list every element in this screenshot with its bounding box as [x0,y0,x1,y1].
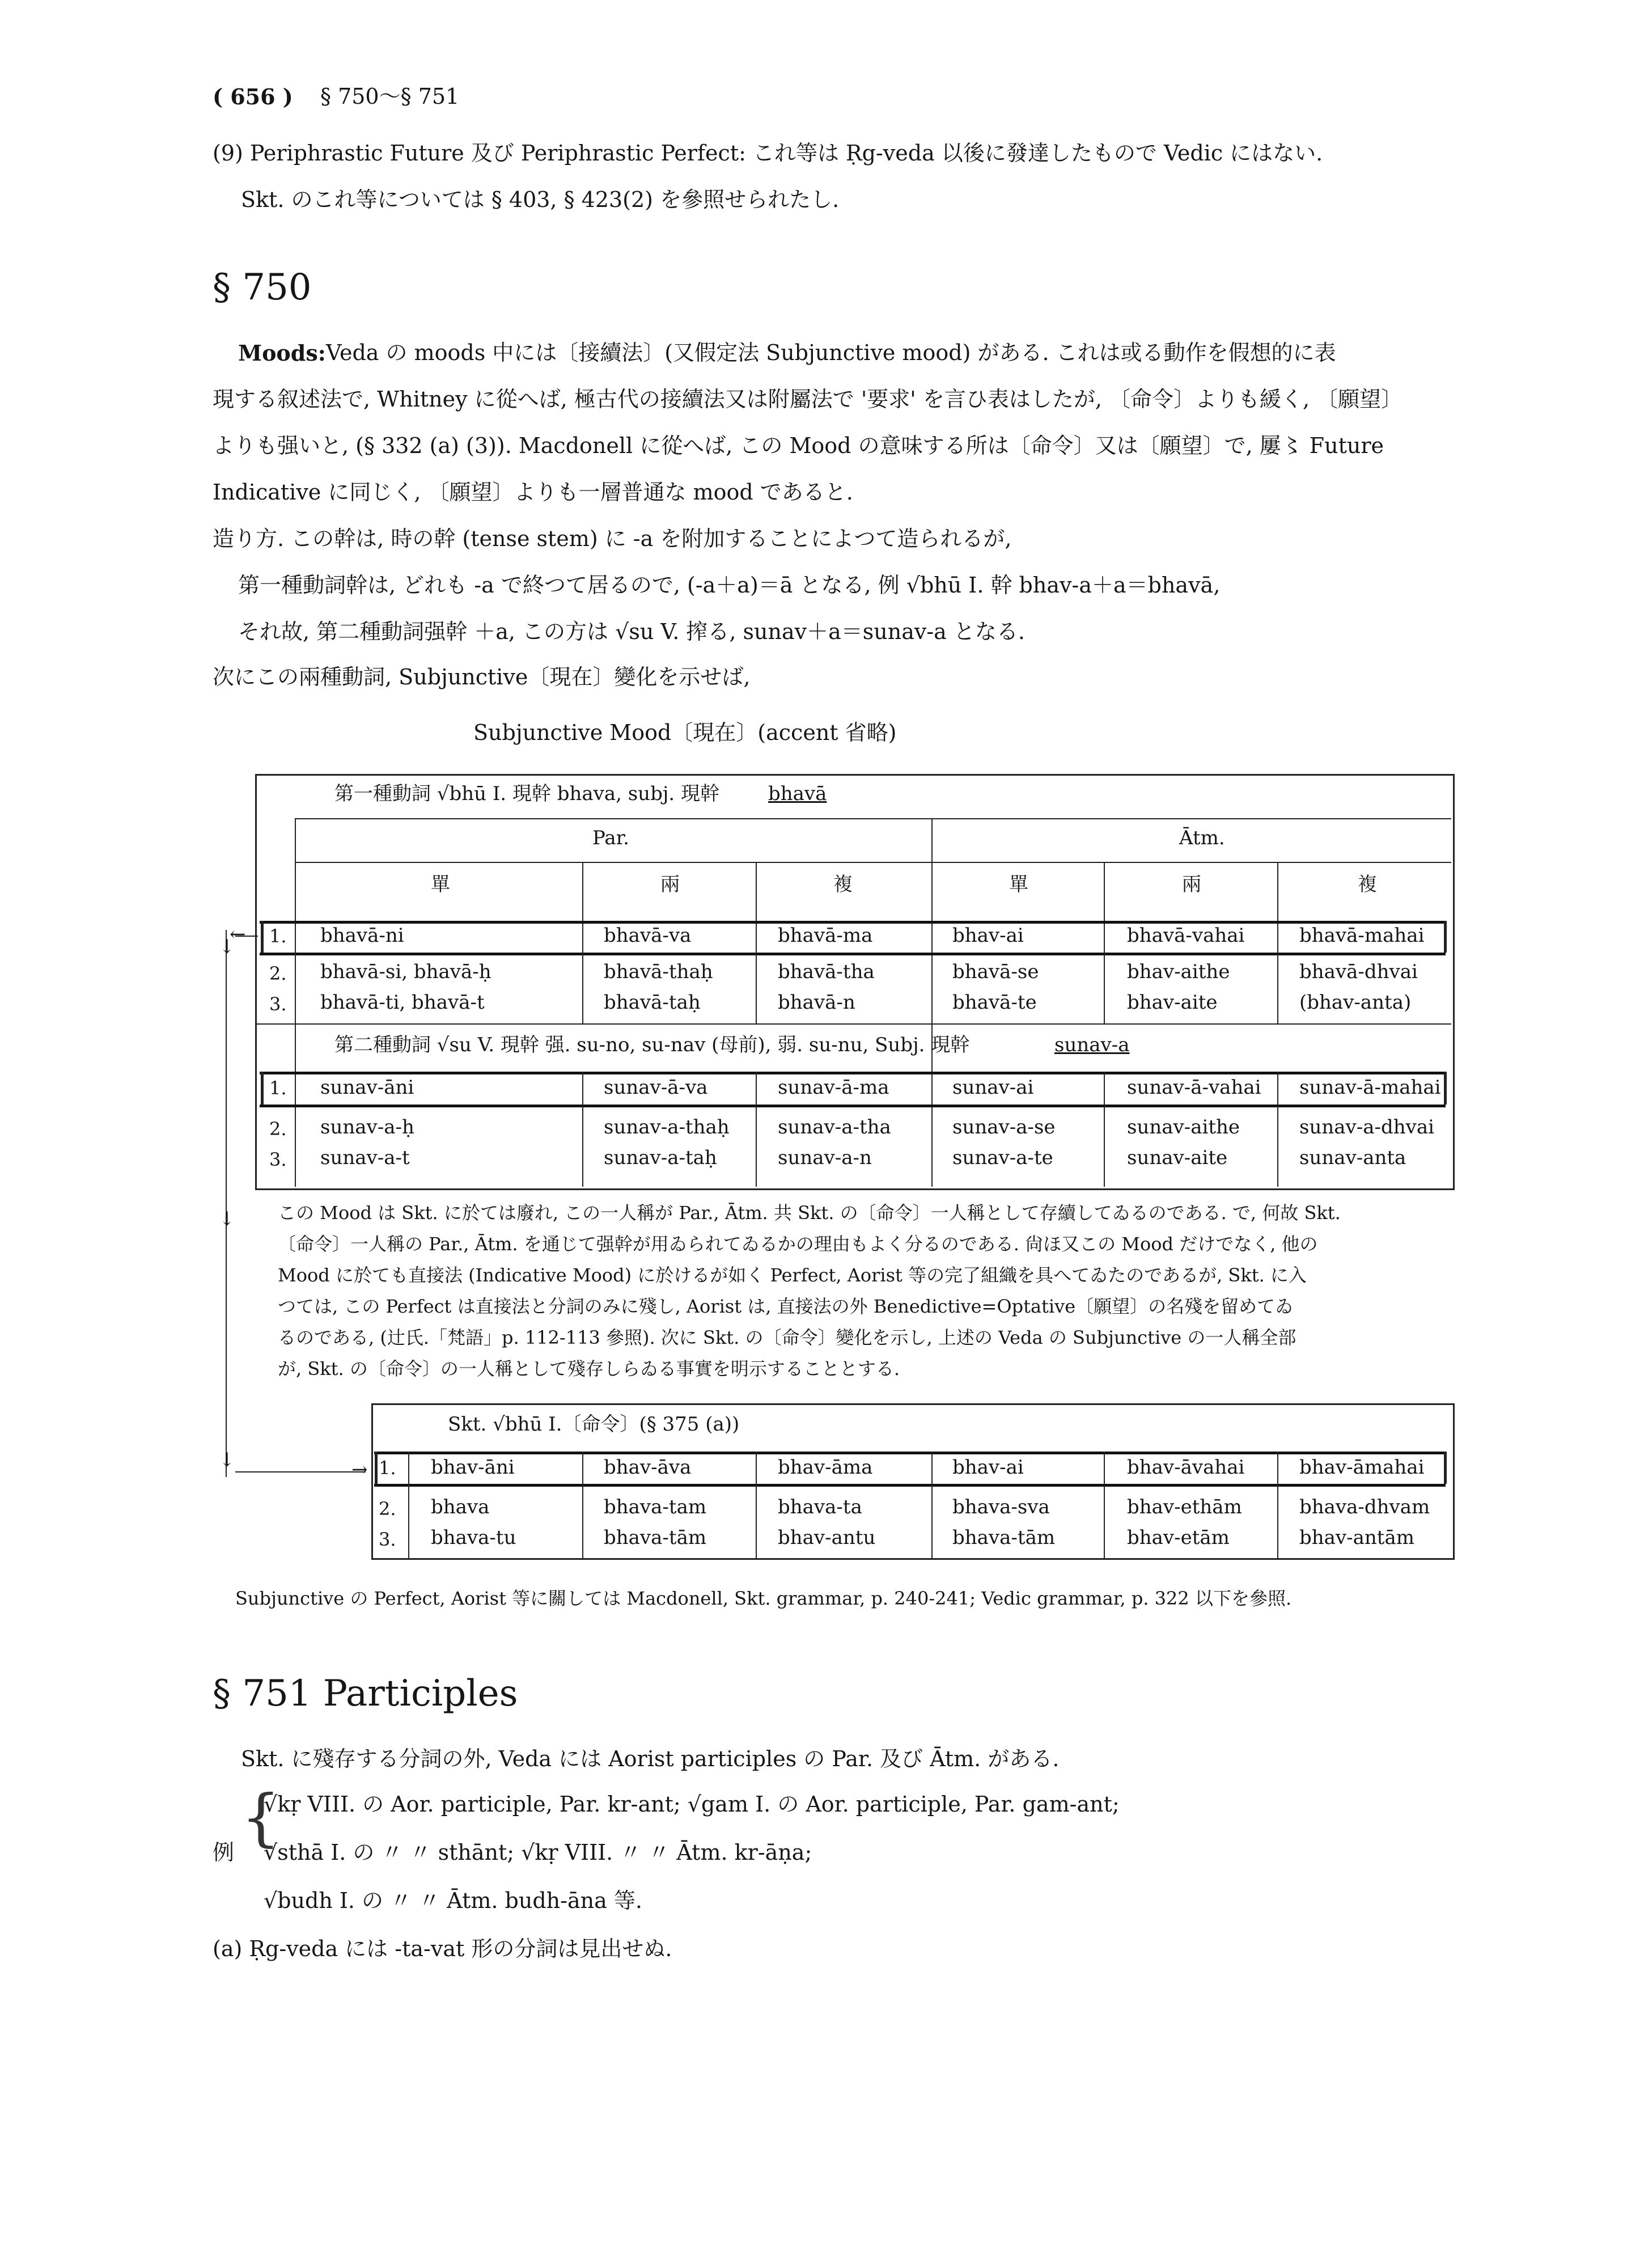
par-header: Par. [592,827,629,849]
t1b-row3-c3: sunav-a-n [778,1146,872,1169]
t1b-row2-c3: sunav-a-tha [778,1116,891,1139]
t2-row2-c2: bhava-tam [604,1496,707,1518]
note-line3: Mood に於ても直接法 (Indicative Mood) に於けるが如く Perfect, Aorist 等の完了組織を具へてゐたのであるが, Skt. に入 [278,1264,1307,1286]
t2-row2-c4: bhava-sva [952,1496,1050,1518]
t1-row2-number: 2. [269,963,287,984]
second-class-title: 第二種動詞 √su V. 現幹 强. su-no, su-nav (母前), 弱. su-nu, Subj. 現幹 [334,1034,970,1056]
atm-pl: 複 [1358,873,1377,896]
t1b-row1-c6: sunav-ā-mahai [1299,1076,1441,1099]
note9-line1: (9) Periphrastic Future 及び Periphrastic Perfect: これ等は Ṛg-veda 以後に發達したもので Vedic にはない. [213,141,1323,166]
t1b-row2-c5: sunav-aithe [1127,1116,1240,1139]
first-class-title: 第一種動詞 √bhū I. 現幹 bhava, subj. 現幹 [334,782,719,805]
page-number: ( 656 ) [213,84,293,109]
t1b-row3-c5: sunav-aite [1127,1146,1228,1169]
note-line4: つては, この Perfect は直接法と分詞のみに殘し, Aorist は, 直接法の外 Benedictive=Optative〔願望〕の名殘を留めてゐ [278,1296,1294,1317]
t2-row2-c5: bhav-ethām [1127,1496,1242,1518]
t1b-row2-number: 2. [269,1118,287,1140]
t2-row3-c1: bhava-tu [431,1526,516,1549]
first-class-line: 第一種動詞幹は, どれも -a で終つて居るので, (-a＋a)＝ā となる, 例 √bhū I. 幹 bhav-a＋a＝bhavā, [238,573,1221,598]
t1-row1-c2: bhavā-va [604,924,692,947]
t1b-row1-c1: sunav-āni [320,1076,414,1099]
arrow-down-icon: ↓ [219,936,235,958]
participles-intro: Skt. に殘存する分詞の外, Veda には Aorist participles の Par. 及び Ātm. がある. [241,1746,1060,1771]
t1b-row2-c4: sunav-a-se [952,1116,1056,1139]
t1b-row3-c2: sunav-a-taḥ [604,1146,717,1169]
t2-row3-number: 3. [379,1529,396,1550]
moods-line3: よりも强いと, (§ 332 (a) (3)). Macdonell に從へば, この Mood の意味する所は〔命令〕又は〔願望〕で, 屢〻 Future [213,433,1384,458]
t1-row1-c1: bhavā-ni [320,924,404,947]
t1-row2-c6: bhavā-dhvai [1299,960,1418,983]
section-range: § 750～§ 751 [320,84,460,109]
t1-row2-c5: bhav-aithe [1127,960,1230,983]
note-line6: が, Skt. の〔命令〕の一人稱として殘存しらゐる事實を明示することとする. [278,1358,900,1380]
t1-row1-number: 1. [269,925,287,947]
t1-row3-c5: bhav-aite [1127,991,1218,1014]
t1b-row1-c4: sunav-ai [952,1076,1034,1099]
t2-row2-c1: bhava [431,1496,490,1518]
par-pl: 複 [833,873,853,896]
section-750-heading: § 750 [213,266,312,308]
t1b-row2-c1: sunav-a-ḥ [320,1116,414,1139]
t1-row1-c4: bhav-ai [952,924,1024,947]
reference-note: Subjunctive の Perfect, Aorist 等に關しては Macdonell, Skt. grammar, p. 240-241; Vedic grammar, p. 322 以下を參照. [235,1588,1292,1609]
t1b-row1-c3: sunav-ā-ma [778,1076,889,1099]
par-du: 兩 [660,873,680,896]
t2-row2-c6: bhava-dhvam [1299,1496,1430,1518]
t1-row2-c1: bhavā-si, bhavā-ḥ [320,960,491,983]
connector-line [226,930,227,1477]
brace-icon: { [241,1781,281,1854]
note9-line2: Skt. のこれ等については § 403, § 423(2) を參照せられたし. [241,187,840,212]
t2-row2-number: 2. [379,1498,396,1520]
t1b-row1-number: 1. [269,1077,287,1099]
t2-row3-c2: bhava-tām [604,1526,707,1549]
moods-label: Moods: [238,340,326,366]
moods-line4: Indicative に同じく, 〔願望〕よりも一層普通な mood であると. [213,480,853,505]
note-line1: この Mood は Skt. に於ては廢れ, この一人稱が Par., Ātm. 共 Skt. の〔命令〕一人稱として存續してゐるのである. で, 何故 Skt. [278,1202,1341,1224]
t1-row3-c3: bhavā-n [778,991,855,1014]
t2-row1-c1: bhav-āni [431,1456,515,1479]
paradigm-intro: 次にこの兩種動詞, Subjunctive〔現在〕變化を示せば, [213,665,751,689]
t1-row1-c3: bhavā-ma [778,924,873,947]
t2-row1-c5: bhav-āvahai [1127,1456,1245,1479]
t2-row2-c3: bhava-ta [778,1496,862,1518]
t1b-row1-c2: sunav-ā-va [604,1076,708,1099]
note-a: (a) Ṛg-veda には -ta-vat 形の分詞は見出せぬ. [213,1936,672,1961]
t2-row3-c5: bhav-etām [1127,1526,1230,1549]
t1b-row2-c2: sunav-a-thaḥ [604,1116,730,1139]
second-class-line: それ故, 第二種動詞强幹 ＋a, この方は √su V. 搾る, sunav＋a＝sunav-a となる. [238,619,1025,644]
arrow-right-icon: → [351,1458,368,1481]
atm-header: Ātm. [1179,827,1225,849]
t1-row3-c6: (bhav-anta) [1299,991,1412,1014]
atm-sg: 單 [1009,873,1028,896]
example-line2: √sthā I. の 〃 〃 sthānt; √kṛ VIII. 〃 〃 Ātm. kr-āṇa; [264,1840,812,1865]
note-line2: 〔命令〕一人稱の Par., Ātm. を通じて强幹が用ゐられてゐるかの理由もよく分るのである. 尙ほ又この Mood だけでなく, 他の [278,1233,1318,1255]
t2-row1-c2: bhav-āva [604,1456,692,1479]
arrow-down-icon: ↓ [219,1208,235,1230]
arrow-down-icon: ↓ [219,1449,235,1471]
t2-row3-c6: bhav-antām [1299,1526,1414,1549]
t2-row1-c6: bhav-āmahai [1299,1456,1425,1479]
t1-row1-c6: bhavā-mahai [1299,924,1425,947]
moods-line1: Veda の moods 中には〔接續法〕(又假定法 Subjunctive mood) がある. これは或る動作を假想的に表 [326,340,1336,365]
t1b-row2-c6: sunav-a-dhvai [1299,1116,1434,1139]
connector-arrow-bottom [235,1471,366,1472]
t1b-row3-number: 3. [269,1149,287,1170]
t1b-row3-c6: sunav-anta [1299,1146,1406,1169]
table1-caption: Subjunctive Mood〔現在〕(accent 省略) [473,720,897,745]
t1-row1-c5: bhavā-vahai [1127,924,1245,947]
t2-row3-c4: bhava-tām [952,1526,1056,1549]
second-class-stem: sunav-a [1054,1034,1130,1056]
atm-du: 兩 [1182,873,1201,896]
t2-row1-number: 1. [379,1457,396,1479]
t2-row1-c3: bhav-āma [778,1456,873,1479]
example-line3: √budh I. の 〃 〃 Ātm. budh-āna 等. [264,1888,642,1913]
t1-row3-number: 3. [269,993,287,1015]
t1-row2-c2: bhavā-thaḥ [604,960,713,983]
t2-row1-c4: bhav-ai [952,1456,1024,1479]
example-line1: √kṛ VIII. の Aor. participle, Par. kr-ant; √gam I. の Aor. participle, Par. gam-ant; [264,1792,1120,1817]
section-751-heading: § 751 Participles [213,1673,518,1715]
par-sg: 單 [431,873,450,896]
t1b-row3-c1: sunav-a-t [320,1146,410,1169]
t1b-row1-c5: sunav-ā-vahai [1127,1076,1261,1099]
formation-line: 造り方. この幹は, 時の幹 (tense stem) に -a を附加することによつて造られるが, [213,526,1012,551]
t1-row3-c4: bhavā-te [952,991,1037,1014]
example-label: 例 [213,1840,235,1865]
t1b-row3-c4: sunav-a-te [952,1146,1053,1169]
note-line5: るのである, (辻氏.「梵語」p. 112-113 參照). 次に Skt. の〔命令〕變化を示し, 上述の Veda の Subjunctive の一人稱全部 [278,1327,1296,1348]
t1-row2-c4: bhavā-se [952,960,1039,983]
first-class-stem: bhavā [768,782,827,805]
t1-row3-c1: bhavā-ti, bhavā-t [320,991,485,1014]
moods-line2: 現する叙述法で, Whitney に從へば, 極古代の接續法又は附屬法で '要求' を言ひ表はしたが, 〔命令〕よりも緩く, 〔願望〕 [213,387,1403,412]
t1-row3-c2: bhavā-taḥ [604,991,701,1014]
t1-row2-c3: bhavā-tha [778,960,875,983]
t2-row3-c3: bhav-antu [778,1526,876,1549]
imperative-title: Skt. √bhū I.〔命令〕(§ 375 (a)) [448,1413,740,1436]
arrow-left-icon: ← [230,923,246,946]
